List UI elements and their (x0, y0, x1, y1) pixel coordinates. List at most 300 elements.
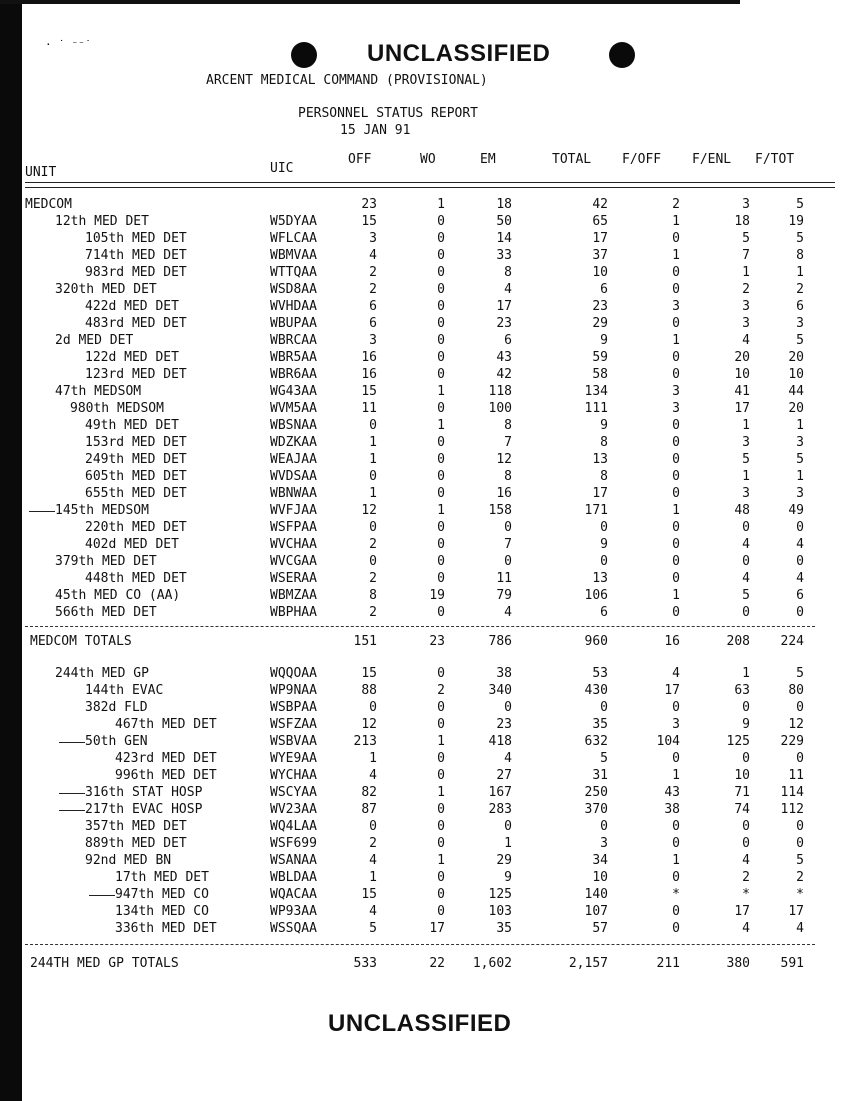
em-cell: 79 (496, 588, 512, 603)
f-tot-cell: 5 (796, 666, 804, 681)
f-off-cell: 17 (664, 683, 680, 698)
em-cell: 786 (488, 634, 512, 649)
wo-cell: 0 (437, 666, 445, 681)
f-tot-cell: 20 (788, 401, 804, 416)
table-row (0, 264, 850, 281)
uic-cell: WBLDAA (270, 870, 317, 885)
wo-cell: 0 (437, 768, 445, 783)
unit-cell: 320th MED DET (55, 282, 157, 297)
f-off-cell: 0 (672, 700, 680, 715)
em-cell: 103 (488, 904, 512, 919)
unit-cell: 92nd MED BN (85, 853, 172, 868)
unit-cell: 655th MED DET (85, 486, 187, 501)
total-cell: 37 (592, 248, 608, 263)
off-cell: 15 (361, 384, 377, 399)
f-off-cell: 1 (672, 333, 680, 348)
f-enl-cell: 5 (742, 231, 750, 246)
f-off-cell: 0 (672, 571, 680, 586)
f-off-cell: 38 (664, 802, 680, 817)
f-enl-cell: 1 (742, 418, 750, 433)
unit-cell: 220th MED DET (85, 520, 187, 535)
f-tot-cell: 0 (796, 605, 804, 620)
off-cell: 15 (361, 214, 377, 229)
off-cell: 533 (353, 956, 377, 971)
f-off-cell: 0 (672, 554, 680, 569)
uic-cell: WSANAA (270, 853, 317, 868)
off-cell: 8 (369, 588, 377, 603)
unit-cell: 980th MEDSOM (70, 401, 164, 416)
f-off-cell: 1 (672, 248, 680, 263)
table-row (0, 349, 850, 366)
table-row (0, 366, 850, 383)
em-cell: 23 (496, 717, 512, 732)
f-off-cell: 0 (672, 904, 680, 919)
f-tot-cell: 49 (788, 503, 804, 518)
f-enl-cell: 0 (742, 819, 750, 834)
f-enl-cell: 5 (742, 452, 750, 467)
table-row (0, 682, 850, 699)
f-enl-cell: * (742, 887, 750, 902)
off-cell: 5 (369, 921, 377, 936)
table-row (0, 852, 850, 869)
scan-edge-top (0, 0, 740, 4)
uic-cell: W5DYAA (270, 214, 317, 229)
em-cell: 0 (504, 520, 512, 535)
f-tot-cell: * (796, 887, 804, 902)
table-row (0, 818, 850, 835)
handwritten-check-mark (89, 895, 115, 896)
table-row (0, 485, 850, 502)
em-cell: 0 (504, 700, 512, 715)
total-cell: 17 (592, 231, 608, 246)
wo-cell: 23 (429, 634, 445, 649)
f-off-cell: 1 (672, 214, 680, 229)
f-tot-cell: 6 (796, 299, 804, 314)
uic-cell: WVCHAA (270, 537, 317, 552)
off-cell: 2 (369, 571, 377, 586)
em-cell: 7 (504, 537, 512, 552)
table-row (0, 213, 850, 230)
handwritten-check-mark (59, 810, 85, 811)
f-tot-cell: 1 (796, 418, 804, 433)
report-title: PERSONNEL STATUS REPORT (298, 106, 479, 121)
f-tot-cell: 80 (788, 683, 804, 698)
wo-cell: 0 (437, 316, 445, 331)
wo-cell: 0 (437, 231, 445, 246)
uic-cell: WQQOAA (270, 666, 317, 681)
total-cell: 107 (584, 904, 608, 919)
f-enl-cell: 4 (742, 571, 750, 586)
f-enl-cell: 0 (742, 836, 750, 851)
table-row (0, 383, 850, 400)
col-header-f-tot: F/TOT (755, 152, 795, 167)
off-cell: 4 (369, 248, 377, 263)
uic-cell: WVDSAA (270, 469, 317, 484)
uic-cell: WVFJAA (270, 503, 317, 518)
total-cell: 10 (592, 870, 608, 885)
off-cell: 23 (361, 197, 377, 212)
f-off-cell: 16 (664, 634, 680, 649)
f-off-cell: 0 (672, 537, 680, 552)
table-row (0, 604, 850, 621)
total-cell: 53 (592, 666, 608, 681)
table-row (0, 502, 850, 519)
unit-cell: 50th GEN (85, 734, 148, 749)
wo-cell: 0 (437, 282, 445, 297)
f-tot-cell: 2 (796, 870, 804, 885)
wo-cell: 0 (437, 401, 445, 416)
em-cell: 35 (496, 921, 512, 936)
f-tot-cell: 5 (796, 197, 804, 212)
table-row (0, 835, 850, 852)
uic-cell: WSBPAA (270, 700, 317, 715)
uic-cell: WP9NAA (270, 683, 317, 698)
f-enl-cell: 17 (734, 401, 750, 416)
unit-cell: 217th EVAC HOSP (85, 802, 203, 817)
unit-cell: 153rd MED DET (85, 435, 187, 450)
f-tot-cell: 0 (796, 520, 804, 535)
f-off-cell: 0 (672, 520, 680, 535)
totals-row (0, 633, 850, 650)
f-tot-cell: 8 (796, 248, 804, 263)
total-cell: 58 (592, 367, 608, 382)
f-tot-cell: 4 (796, 921, 804, 936)
unit-cell: 122d MED DET (85, 350, 179, 365)
f-tot-cell: 0 (796, 700, 804, 715)
off-cell: 1 (369, 870, 377, 885)
table-row (0, 247, 850, 264)
f-tot-cell: 5 (796, 853, 804, 868)
f-off-cell: 0 (672, 486, 680, 501)
em-cell: 29 (496, 853, 512, 868)
f-off-cell: 0 (672, 367, 680, 382)
total-cell: 0 (600, 819, 608, 834)
em-cell: 418 (488, 734, 512, 749)
off-cell: 1 (369, 435, 377, 450)
classification-top: UNCLASSIFIED (367, 40, 551, 67)
table-row (0, 716, 850, 733)
off-cell: 88 (361, 683, 377, 698)
em-cell: 4 (504, 282, 512, 297)
em-cell: 0 (504, 819, 512, 834)
f-off-cell: 0 (672, 350, 680, 365)
total-cell: 430 (584, 683, 608, 698)
f-enl-cell: 4 (742, 537, 750, 552)
total-cell: 5 (600, 751, 608, 766)
unit-cell: 134th MED CO (115, 904, 209, 919)
unit-cell: 123rd MED DET (85, 367, 187, 382)
em-cell: 18 (496, 197, 512, 212)
wo-cell: 0 (437, 700, 445, 715)
table-row (0, 570, 850, 587)
wo-cell: 0 (437, 802, 445, 817)
f-enl-cell: 41 (734, 384, 750, 399)
total-cell: 134 (584, 384, 608, 399)
total-cell: 8 (600, 469, 608, 484)
table-row (0, 468, 850, 485)
em-cell: 9 (504, 870, 512, 885)
f-off-cell: 0 (672, 452, 680, 467)
total-cell: 57 (592, 921, 608, 936)
f-enl-cell: 9 (742, 717, 750, 732)
f-enl-cell: 7 (742, 248, 750, 263)
unit-cell: 402d MED DET (85, 537, 179, 552)
em-cell: 118 (488, 384, 512, 399)
f-enl-cell: 1 (742, 265, 750, 280)
unit-cell: 45th MED CO (AA) (55, 588, 181, 603)
wo-cell: 0 (437, 870, 445, 885)
total-cell: 34 (592, 853, 608, 868)
totals-row (0, 955, 850, 972)
em-cell: 7 (504, 435, 512, 450)
unit-cell: 12th MED DET (55, 214, 149, 229)
uic-cell: WQACAA (270, 887, 317, 902)
table-row (0, 665, 850, 682)
total-cell: 250 (584, 785, 608, 800)
total-cell: 3 (600, 836, 608, 851)
total-cell: 171 (584, 503, 608, 518)
uic-cell: WTTQAA (270, 265, 317, 280)
table-row (0, 400, 850, 417)
table-row (0, 196, 850, 213)
f-tot-cell: 10 (788, 367, 804, 382)
table-row (0, 536, 850, 553)
wo-cell: 22 (429, 956, 445, 971)
uic-cell: WVM5AA (270, 401, 317, 416)
wo-cell: 0 (437, 904, 445, 919)
em-cell: 16 (496, 486, 512, 501)
unit-cell: 448th MED DET (85, 571, 187, 586)
f-off-cell: 0 (672, 751, 680, 766)
off-cell: 213 (353, 734, 377, 749)
f-tot-cell: 12 (788, 717, 804, 732)
wo-cell: 0 (437, 486, 445, 501)
wo-cell: 1 (437, 853, 445, 868)
wo-cell: 0 (437, 605, 445, 620)
f-off-cell: 2 (672, 197, 680, 212)
em-cell: 23 (496, 316, 512, 331)
wo-cell: 0 (437, 717, 445, 732)
em-cell: 50 (496, 214, 512, 229)
off-cell: 151 (353, 634, 377, 649)
total-cell: 13 (592, 452, 608, 467)
em-cell: 167 (488, 785, 512, 800)
classification-dot-right (609, 42, 635, 68)
unit-cell: 17th MED DET (115, 870, 209, 885)
total-cell: 8 (600, 435, 608, 450)
wo-cell: 0 (437, 333, 445, 348)
em-cell: 14 (496, 231, 512, 246)
f-enl-cell: 5 (742, 588, 750, 603)
uic-cell: WYCHAA (270, 768, 317, 783)
f-tot-cell: 3 (796, 486, 804, 501)
col-header-off: OFF (348, 152, 372, 167)
f-enl-cell: 4 (742, 921, 750, 936)
col-header-f-enl: F/ENL (692, 152, 732, 167)
f-tot-cell: 591 (780, 956, 804, 971)
total-cell: 0 (600, 520, 608, 535)
em-cell: 340 (488, 683, 512, 698)
f-tot-cell: 224 (780, 634, 804, 649)
off-cell: 3 (369, 231, 377, 246)
total-cell: 0 (600, 700, 608, 715)
f-tot-cell: 5 (796, 231, 804, 246)
unit-cell: 47th MEDSOM (55, 384, 142, 399)
report-date: 15 JAN 91 (340, 123, 411, 138)
em-cell: 42 (496, 367, 512, 382)
f-off-cell: 104 (656, 734, 680, 749)
f-enl-cell: 208 (726, 634, 750, 649)
total-cell: 10 (592, 265, 608, 280)
uic-cell: WSERAA (270, 571, 317, 586)
f-tot-cell: 4 (796, 571, 804, 586)
f-enl-cell: 0 (742, 554, 750, 569)
total-cell: 42 (592, 197, 608, 212)
f-enl-cell: 0 (742, 751, 750, 766)
f-off-cell: 3 (672, 717, 680, 732)
f-enl-cell: 10 (734, 768, 750, 783)
off-cell: 2 (369, 282, 377, 297)
table-row (0, 767, 850, 784)
total-cell: 9 (600, 418, 608, 433)
total-cell: 106 (584, 588, 608, 603)
f-tot-cell: 11 (788, 768, 804, 783)
f-tot-cell: 5 (796, 452, 804, 467)
unit-cell: 605th MED DET (85, 469, 187, 484)
f-off-cell: 0 (672, 921, 680, 936)
uic-cell: WP93AA (270, 904, 317, 919)
f-tot-cell: 4 (796, 537, 804, 552)
unit-cell: 422d MED DET (85, 299, 179, 314)
unit-cell: 336th MED DET (115, 921, 217, 936)
table-row (0, 315, 850, 332)
em-cell: 8 (504, 265, 512, 280)
wo-cell: 0 (437, 367, 445, 382)
unit-cell: MEDCOM TOTALS (30, 634, 132, 649)
f-off-cell: 4 (672, 666, 680, 681)
f-enl-cell: 2 (742, 282, 750, 297)
total-cell: 111 (584, 401, 608, 416)
em-cell: 1 (504, 836, 512, 851)
off-cell: 15 (361, 666, 377, 681)
uic-cell: WBRCAA (270, 333, 317, 348)
off-cell: 2 (369, 537, 377, 552)
total-cell: 9 (600, 537, 608, 552)
off-cell: 15 (361, 887, 377, 902)
total-cell: 35 (592, 717, 608, 732)
f-enl-cell: 1 (742, 666, 750, 681)
wo-cell: 0 (437, 350, 445, 365)
uic-cell: WDZKAA (270, 435, 317, 450)
org-name: ARCENT MEDICAL COMMAND (PROVISIONAL) (206, 73, 488, 88)
off-cell: 4 (369, 904, 377, 919)
wo-cell: 1 (437, 503, 445, 518)
f-enl-cell: 10 (734, 367, 750, 382)
off-cell: 16 (361, 350, 377, 365)
f-enl-cell: 71 (734, 785, 750, 800)
em-cell: 4 (504, 605, 512, 620)
table-row (0, 587, 850, 604)
uic-cell: WV23AA (270, 802, 317, 817)
col-header-f-off: F/OFF (622, 152, 662, 167)
em-cell: 8 (504, 418, 512, 433)
off-cell: 2 (369, 836, 377, 851)
off-cell: 6 (369, 299, 377, 314)
f-tot-cell: 17 (788, 904, 804, 919)
uic-cell: WBR6AA (270, 367, 317, 382)
uic-cell: WSSQAA (270, 921, 317, 936)
f-enl-cell: 4 (742, 333, 750, 348)
table-row (0, 519, 850, 536)
total-cell: 6 (600, 605, 608, 620)
total-cell: 23 (592, 299, 608, 314)
total-cell: 6 (600, 282, 608, 297)
f-off-cell: 3 (672, 299, 680, 314)
uic-cell: WVHDAA (270, 299, 317, 314)
unit-cell: 467th MED DET (115, 717, 217, 732)
unit-cell: 357th MED DET (85, 819, 187, 834)
uic-cell: WEAJAA (270, 452, 317, 467)
f-off-cell: 43 (664, 785, 680, 800)
wo-cell: 0 (437, 248, 445, 263)
table-row (0, 699, 850, 716)
f-enl-cell: 4 (742, 853, 750, 868)
wo-cell: 0 (437, 435, 445, 450)
unit-cell: 145th MEDSOM (55, 503, 149, 518)
col-header-unit: UNIT (25, 165, 57, 180)
em-cell: 158 (488, 503, 512, 518)
f-tot-cell: 3 (796, 435, 804, 450)
off-cell: 1 (369, 751, 377, 766)
em-cell: 12 (496, 452, 512, 467)
unit-cell: 316th STAT HOSP (85, 785, 203, 800)
f-off-cell: 0 (672, 265, 680, 280)
table-row (0, 332, 850, 349)
uic-cell: WSFZAA (270, 717, 317, 732)
unit-cell: 379th MED DET (55, 554, 157, 569)
wo-cell: 19 (429, 588, 445, 603)
unit-cell: 249th MED DET (85, 452, 187, 467)
f-off-cell: 0 (672, 418, 680, 433)
unit-cell: MEDCOM (25, 197, 72, 212)
f-tot-cell: 44 (788, 384, 804, 399)
unit-cell: 2d MED DET (55, 333, 134, 348)
table-row (0, 920, 850, 937)
off-cell: 12 (361, 503, 377, 518)
uic-cell: WVCGAA (270, 554, 317, 569)
em-cell: 8 (504, 469, 512, 484)
wo-cell: 1 (437, 197, 445, 212)
wo-cell: 0 (437, 469, 445, 484)
unit-cell: 947th MED CO (115, 887, 209, 902)
f-tot-cell: 0 (796, 751, 804, 766)
off-cell: 1 (369, 486, 377, 501)
f-off-cell: 0 (672, 316, 680, 331)
f-tot-cell: 1 (796, 265, 804, 280)
uic-cell: WSF699 (270, 836, 317, 851)
unit-cell: 105th MED DET (85, 231, 187, 246)
uic-cell: WQ4LAA (270, 819, 317, 834)
total-cell: 65 (592, 214, 608, 229)
f-enl-cell: 2 (742, 870, 750, 885)
table-row (0, 733, 850, 750)
uic-cell: WBNWAA (270, 486, 317, 501)
unit-cell: 714th MED DET (85, 248, 187, 263)
total-cell: 632 (584, 734, 608, 749)
f-enl-cell: 0 (742, 605, 750, 620)
wo-cell: 0 (437, 836, 445, 851)
total-cell: 9 (600, 333, 608, 348)
